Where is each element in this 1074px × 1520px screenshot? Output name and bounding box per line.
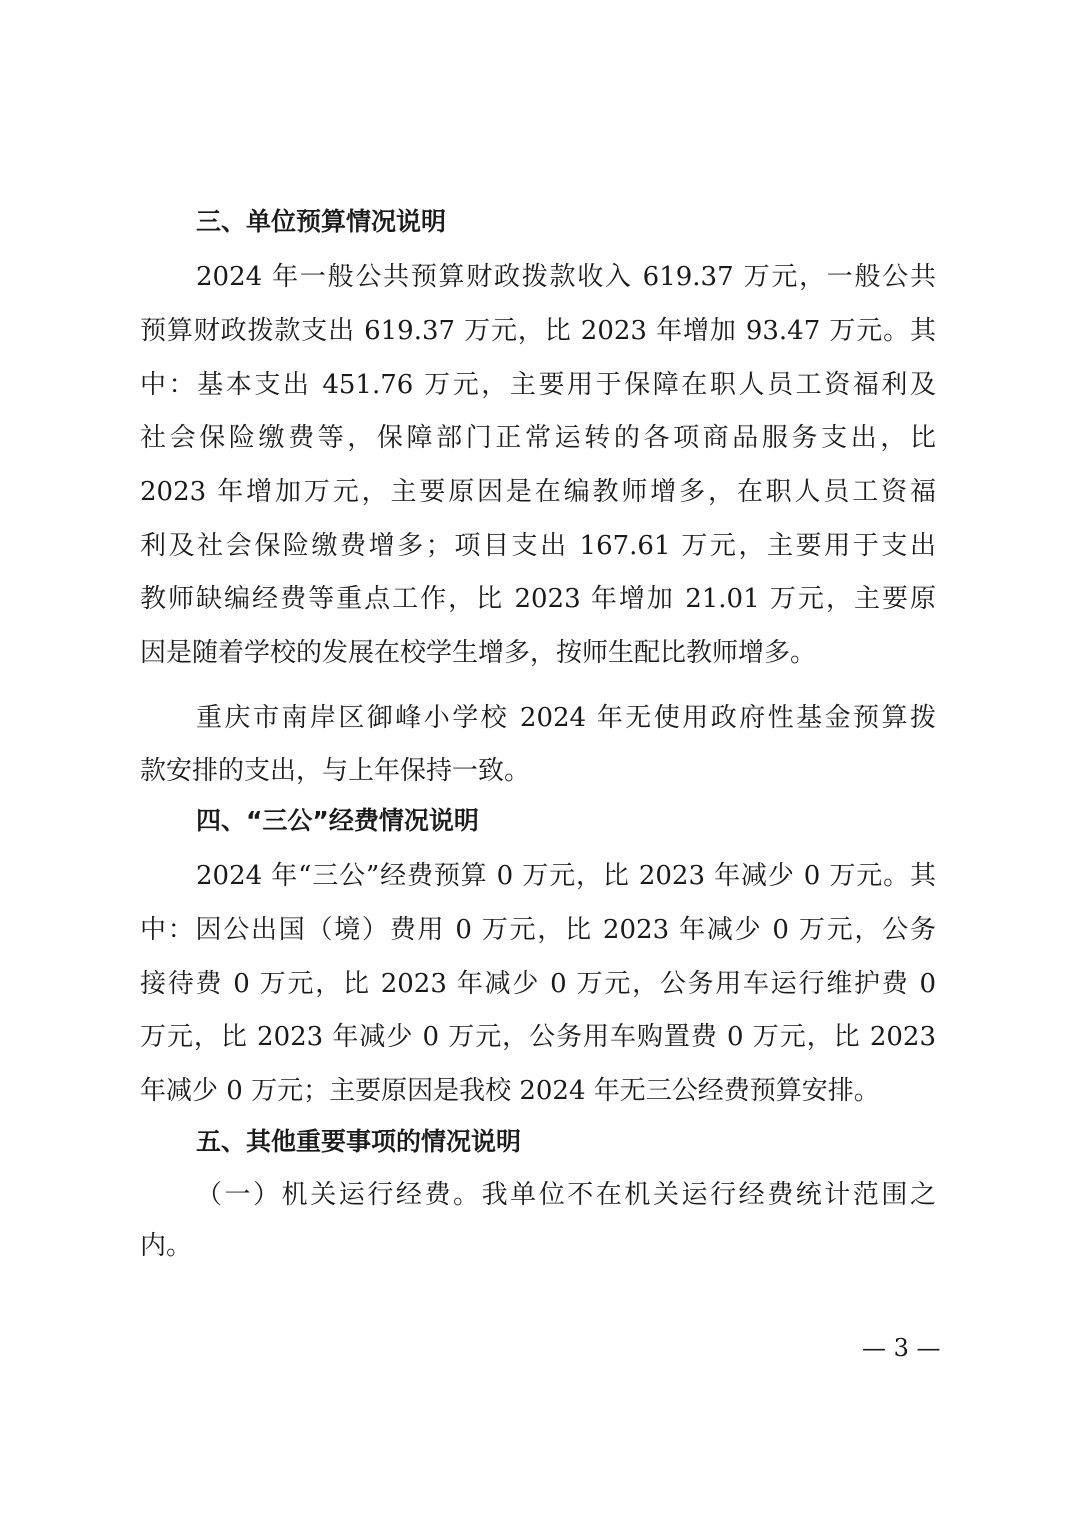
section-3-paragraph-2-line: 重庆市南岸区御峰小学校 2024 年无使用政府性基金预算拨 bbox=[196, 703, 936, 733]
section-5-paragraph-1-line: 内。 bbox=[140, 1231, 193, 1261]
section-4-paragraph-1-line: 接待费 0 万元，比 2023 年减少 0 万元，公务用车运行维护费 0 bbox=[140, 969, 936, 999]
section-3-paragraph-1-line: 教师缺编经费等重点工作，比 2023 年增加 21.01 万元，主要原 bbox=[140, 584, 936, 614]
section-3-paragraph-1-line: 社会保险缴费等，保障部门正常运转的各项商品服务支出，比 bbox=[140, 423, 936, 453]
section-3-paragraph-2-line: 款安排的支出，与上年保持一致。 bbox=[140, 756, 531, 786]
section-3-paragraph-1-line: 2024 年一般公共预算财政拨款收入 619.37 万元，一般公共 bbox=[196, 262, 936, 292]
section-5-heading: 五、其他重要事项的情况说明 bbox=[196, 1127, 522, 1156]
section-4-paragraph-1-line: 万元，比 2023 年减少 0 万元，公务用车购置费 0 万元，比 2023 bbox=[140, 1022, 936, 1052]
section-3-paragraph-1-line: 因是随着学校的发展在校学生增多，按师生配比教师增多。 bbox=[140, 638, 817, 668]
section-5-paragraph-1-line: （一）机关运行经费。我单位不在机关运行经费统计范围之 bbox=[196, 1180, 936, 1210]
section-4-heading: 四、“三公”经费情况说明 bbox=[196, 806, 479, 835]
section-3-heading: 三、单位预算情况说明 bbox=[196, 207, 447, 236]
section-3-paragraph-1-line: 利及社会保险缴费增多；项目支出 167.61 万元，主要用于支出 bbox=[140, 531, 936, 561]
section-4-paragraph-1-line: 2024 年“三公”经费预算 0 万元，比 2023 年减少 0 万元。其 bbox=[196, 861, 936, 891]
section-3-paragraph-1-line: 预算财政拨款支出 619.37 万元，比 2023 年增加 93.47 万元。其 bbox=[140, 316, 936, 346]
page-number: — 3 — bbox=[862, 1334, 941, 1362]
section-4-paragraph-1-line: 中：因公出国（境）费用 0 万元，比 2023 年减少 0 万元，公务 bbox=[140, 915, 936, 945]
section-3-paragraph-1-line: 2023 年增加万元，主要原因是在编教师增多，在职人员工资福 bbox=[140, 477, 936, 507]
section-3-paragraph-1-line: 中：基本支出 451.76 万元，主要用于保障在职人员工资福利及 bbox=[140, 370, 936, 400]
section-4-paragraph-1-line: 年减少 0 万元；主要原因是我校 2024 年无三公经费预算安排。 bbox=[140, 1076, 880, 1106]
